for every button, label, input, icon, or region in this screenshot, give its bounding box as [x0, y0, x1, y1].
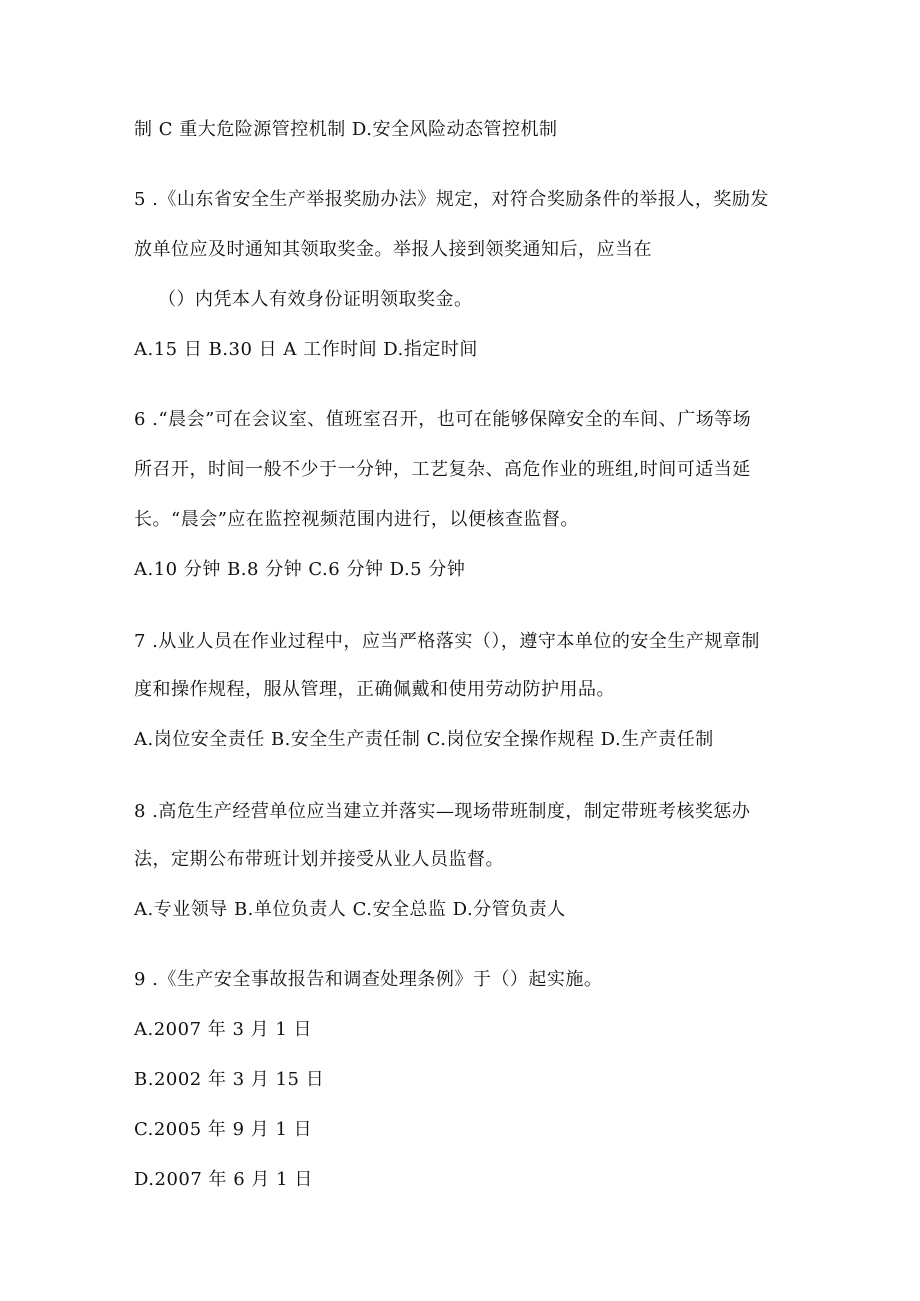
q6-question-line-3: 长。“晨会”应在监控视频范围内进行，以便核查监督。 — [134, 509, 579, 530]
q6-question-line-2: 所召开，时间一般不少于一分钟，工艺复杂、高危作业的班组,时间可适当延 — [134, 459, 751, 480]
q5-options: A.15 日 B.30 日 A 工作时间 D.指定时间 — [134, 339, 478, 360]
q9-question: 9 .《生产安全事故报告和调查处理条例》于（）起实施。 — [134, 969, 603, 990]
q7-question-line-2: 度和操作规程，服从管理，正确佩戴和使用劳动防护用品。 — [134, 679, 615, 700]
q9-option-c: C.2005 年 9 月 1 日 — [134, 1119, 313, 1140]
q8-options: A.专业领导 B.单位负责人 C.安全总监 D.分管负责人 — [134, 899, 566, 920]
q7-question-line-1: 7 .从业人员在作业过程中，应当严格落实（），遵守本单位的安全生产规章制 — [134, 631, 760, 652]
q7-options: A.岗位安全责任 B.安全生产责任制 C.岗位安全操作规程 D.生产责任制 — [134, 729, 714, 750]
q8-question-line-2: 法，定期公布带班计划并接受从业人员监督。 — [134, 849, 504, 870]
q6-question-line-1: 6 .“晨会”可在会议室、值班室召开，也可在能够保障安全的车间、广场等场 — [134, 409, 752, 430]
q5-question-line-3: （）内凭本人有效身份证明领取奖金。 — [158, 289, 473, 310]
q9-option-b: B.2002 年 3 月 15 日 — [134, 1069, 325, 1090]
q8-question-line-1: 8 .高危生产经营单位应当建立并落实—现场带班制度，制定带班考核奖惩办 — [134, 801, 751, 822]
q9-option-a: A.2007 年 3 月 1 日 — [134, 1019, 313, 1040]
q4-options-tail: 制 C 重大危险源管控机制 D.安全风险动态管控机制 — [134, 119, 558, 140]
q5-question-line-2: 放单位应及时通知其领取奖金。举报人接到领奖通知后，应当在 — [134, 239, 652, 260]
q6-options: A.10 分钟 B.8 分钟 C.6 分钟 D.5 分钟 — [134, 559, 466, 580]
q5-question-line-1: 5 .《山东省安全生产举报奖励办法》规定，对符合奖励条件的举报人，奖励发 — [134, 189, 769, 210]
q9-option-d: D.2007 年 6 月 1 日 — [134, 1169, 313, 1190]
